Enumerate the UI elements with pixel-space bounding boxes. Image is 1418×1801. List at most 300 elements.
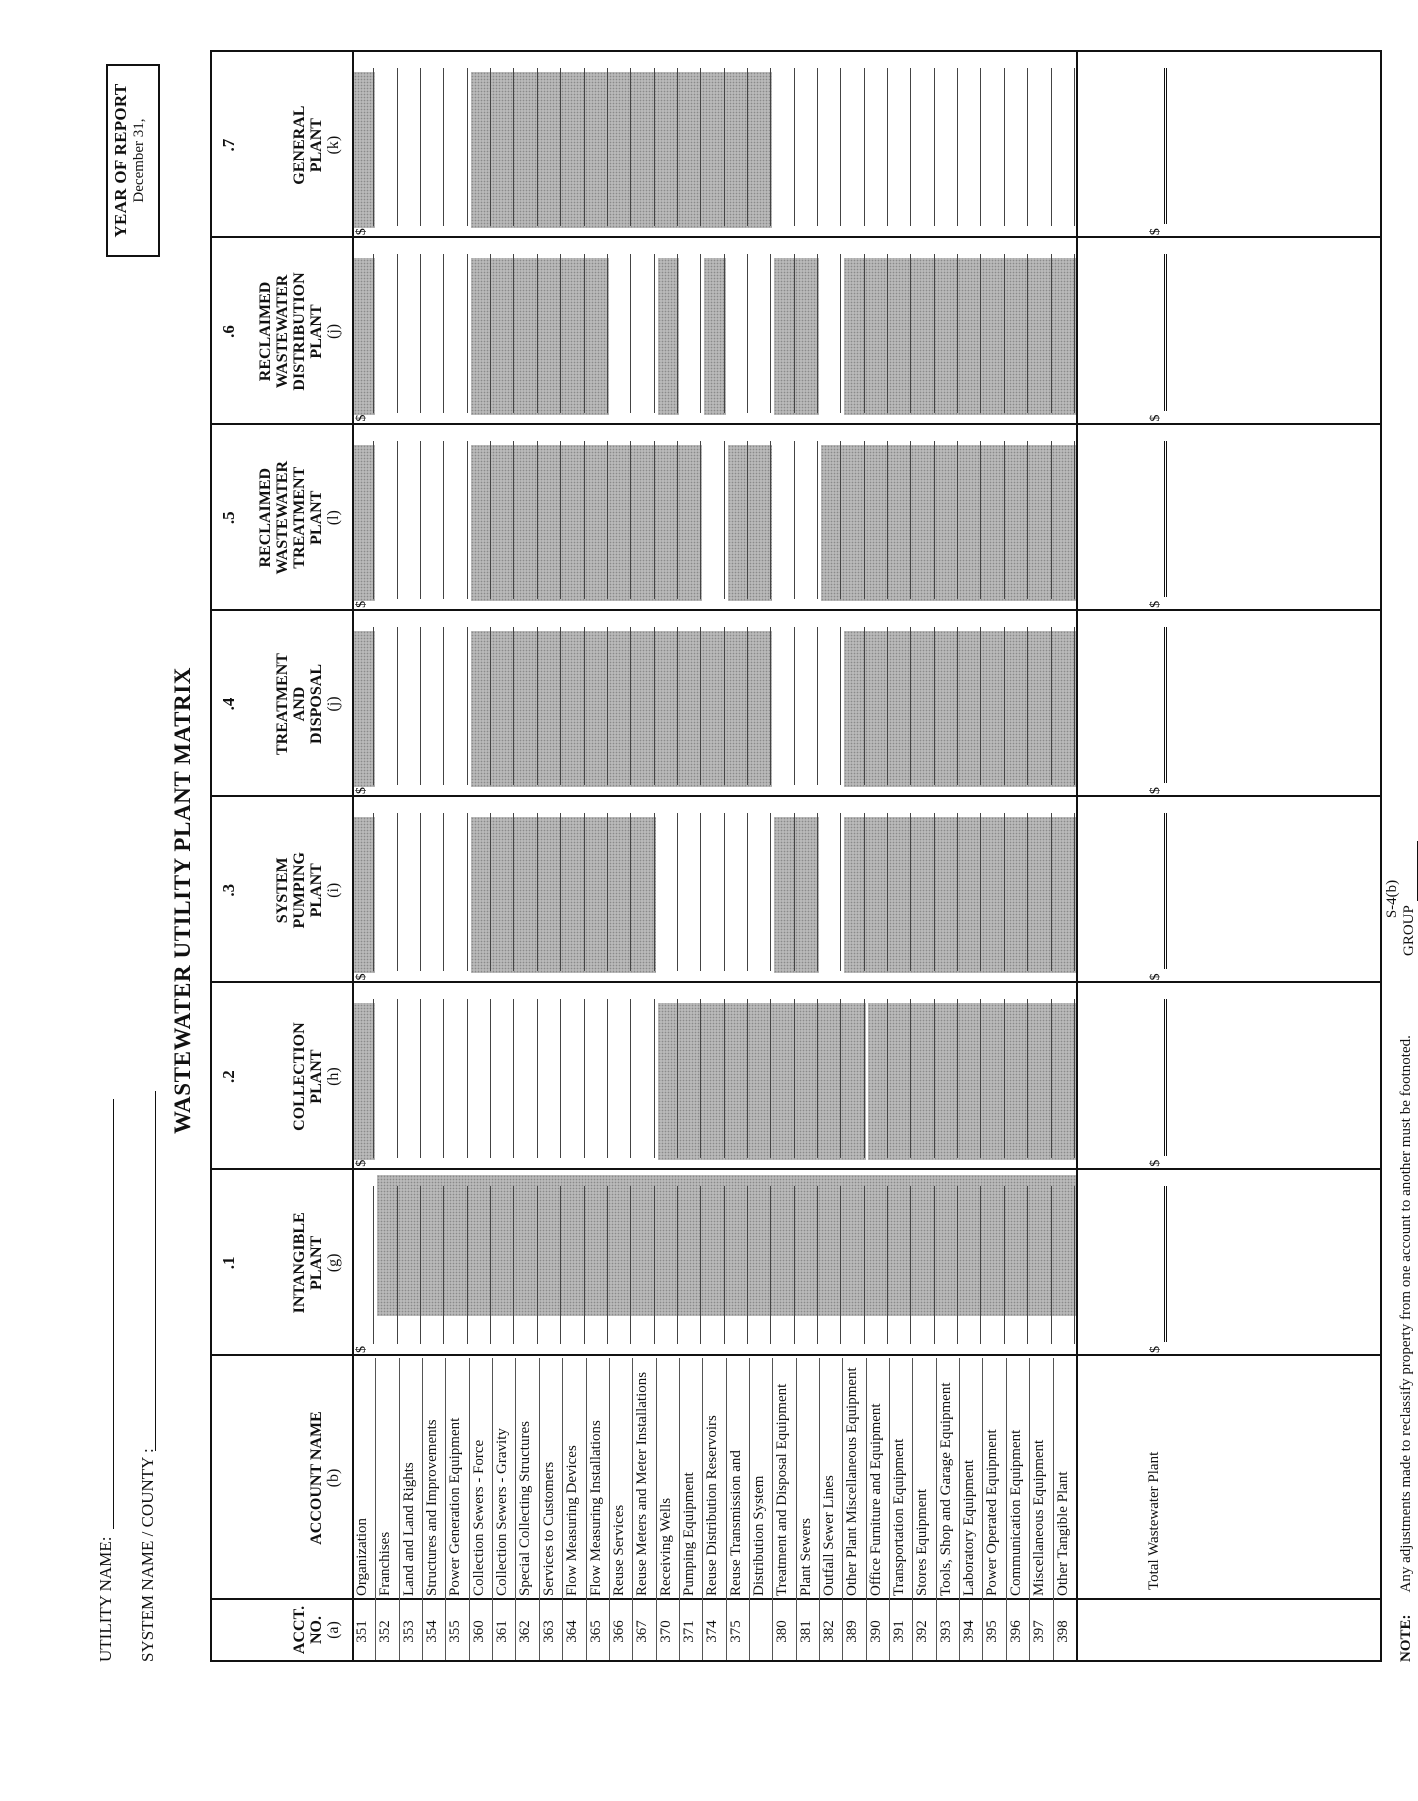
amount-entry-field[interactable] <box>840 627 841 785</box>
row-divider <box>492 1358 493 1660</box>
amount-entry-field[interactable] <box>770 999 771 1157</box>
amount-entry-field[interactable] <box>443 1186 444 1344</box>
amount-entry-field[interactable] <box>1074 813 1075 971</box>
amount-entry-field[interactable] <box>817 813 818 971</box>
row-divider <box>679 1358 680 1660</box>
amount-entry-field[interactable] <box>373 441 374 599</box>
amount-entry-field[interactable] <box>560 999 561 1157</box>
amount-entry-field[interactable] <box>584 627 585 785</box>
acct-number: 391 <box>891 1620 908 1643</box>
amount-entry-field[interactable] <box>654 1186 655 1344</box>
amount-entry-field[interactable] <box>420 627 421 785</box>
amount-entry-field[interactable] <box>794 627 795 785</box>
dollar-sign: $ <box>1147 1346 1163 1353</box>
header-acct-no <box>212 1600 352 1660</box>
total-amount-field[interactable] <box>1164 254 1167 410</box>
amount-entry-field[interactable] <box>490 813 491 971</box>
acct-number: 380 <box>774 1620 791 1643</box>
amount-entry-field[interactable] <box>1027 254 1028 412</box>
amount-entry-field[interactable] <box>443 627 444 785</box>
amount-entry-field[interactable] <box>607 1186 608 1344</box>
amount-entry-field[interactable] <box>840 813 841 971</box>
amount-entry-field[interactable] <box>654 254 655 412</box>
amount-entry-field[interactable] <box>490 441 491 599</box>
amount-entry-field[interactable] <box>724 1186 725 1344</box>
header-account-name <box>212 1356 352 1600</box>
amount-entry-field[interactable] <box>513 441 514 599</box>
account-name: Organization <box>354 1517 370 1596</box>
amount-entry-field[interactable] <box>794 441 795 599</box>
header-plant-title: WASTEWATER <box>274 274 291 389</box>
amount-entry-field[interactable] <box>537 813 538 971</box>
total-amount-field[interactable] <box>1164 1186 1167 1342</box>
amount-entry-field[interactable] <box>584 813 585 971</box>
amount-entry-field[interactable] <box>817 1186 818 1344</box>
amount-entry-field[interactable] <box>817 254 818 412</box>
amount-entry-field[interactable] <box>467 999 468 1157</box>
amount-entry-field[interactable] <box>584 254 585 412</box>
year-of-report-box <box>106 64 160 257</box>
amount-entry-field[interactable] <box>887 68 888 226</box>
amount-entry-field[interactable] <box>840 999 841 1157</box>
account-name: Communication Equipment <box>1007 1429 1024 1596</box>
amount-entry-field[interactable] <box>630 813 631 971</box>
amount-entry-field[interactable] <box>840 254 841 412</box>
amount-entry-field[interactable] <box>770 627 771 785</box>
header-acct-letter: (a) <box>325 1621 342 1639</box>
amount-entry-field[interactable] <box>747 813 748 971</box>
amount-entry-field[interactable] <box>1074 627 1075 785</box>
amount-entry-field[interactable] <box>373 1186 374 1344</box>
amount-entry-field[interactable] <box>513 1186 514 1344</box>
amount-entry-field[interactable] <box>910 254 911 412</box>
amount-entry-field[interactable] <box>957 68 958 226</box>
amount-entry-field[interactable] <box>373 813 374 971</box>
amount-entry-field[interactable] <box>957 441 958 599</box>
amount-entry-field[interactable] <box>397 813 398 971</box>
amount-entry-field[interactable] <box>397 68 398 226</box>
amount-entry-field[interactable] <box>770 1186 771 1344</box>
amount-entry-field[interactable] <box>607 441 608 599</box>
amount-entry-field[interactable] <box>934 441 935 599</box>
amount-entry-field[interactable] <box>1051 627 1052 785</box>
amount-entry-field[interactable] <box>840 68 841 226</box>
acct-number: 374 <box>704 1620 721 1643</box>
amount-entry-field[interactable] <box>1027 999 1028 1157</box>
amount-entry-field[interactable] <box>1027 813 1028 971</box>
amount-entry-field[interactable] <box>747 999 748 1157</box>
amount-entry-field[interactable] <box>747 1186 748 1344</box>
account-name: Other Tangible Plant <box>1054 1471 1071 1596</box>
amount-entry-field[interactable] <box>373 627 374 785</box>
amount-entry-field[interactable] <box>910 813 911 971</box>
amount-entry-field[interactable] <box>654 441 655 599</box>
utility-name-field[interactable] <box>113 1099 114 1529</box>
amount-entry-field[interactable] <box>1074 254 1075 412</box>
total-amount-field[interactable] <box>1164 627 1167 783</box>
amount-entry-field[interactable] <box>747 627 748 785</box>
amount-entry-field[interactable] <box>467 1186 468 1344</box>
amount-entry-field[interactable] <box>864 627 865 785</box>
header-acct-title: ACCT. <box>291 1605 308 1655</box>
amount-entry-field[interactable] <box>887 441 888 599</box>
amount-entry-field[interactable] <box>700 68 701 226</box>
amount-entry-field[interactable] <box>1074 1186 1075 1344</box>
amount-entry-field[interactable] <box>700 1186 701 1344</box>
amount-entry-field[interactable] <box>934 68 935 226</box>
amount-entry-field[interactable] <box>957 627 958 785</box>
amount-entry-field[interactable] <box>677 1186 678 1344</box>
amount-entry-field[interactable] <box>1004 68 1005 226</box>
amount-entry-field[interactable] <box>630 441 631 599</box>
amount-entry-field[interactable] <box>957 813 958 971</box>
amount-entry-field[interactable] <box>957 999 958 1157</box>
year-of-report-date[interactable]: December 31, <box>131 118 147 203</box>
row-divider <box>515 1358 516 1660</box>
account-name: Pumping Equipment <box>680 1472 697 1596</box>
amount-entry-field[interactable] <box>910 68 911 226</box>
amount-entry-field[interactable] <box>677 999 678 1157</box>
amount-entry-field[interactable] <box>560 1186 561 1344</box>
acct-number: 398 <box>1054 1620 1071 1643</box>
amount-entry-field[interactable] <box>677 813 678 971</box>
amount-entry-field[interactable] <box>630 254 631 412</box>
amount-entry-field[interactable] <box>584 441 585 599</box>
amount-entry-field[interactable] <box>467 68 468 226</box>
header-plant-title: PUMPING <box>291 852 308 929</box>
year-of-report-label: YEAR OF REPORT <box>111 83 130 238</box>
amount-entry-field[interactable] <box>677 68 678 226</box>
amount-entry-field[interactable] <box>1004 999 1005 1157</box>
amount-entry-field[interactable] <box>840 1186 841 1344</box>
row-divider <box>1006 1358 1007 1660</box>
amount-entry-field[interactable] <box>677 441 678 599</box>
amount-entry-field[interactable] <box>980 627 981 785</box>
amount-entry-field[interactable] <box>864 1186 865 1344</box>
amount-entry-field[interactable] <box>724 254 725 412</box>
amount-entry-field[interactable] <box>794 254 795 412</box>
dollar-sign: $ <box>354 414 369 422</box>
header-plant-letter: (g) <box>325 1253 342 1273</box>
account-name: Reuse Distribution Reservoirs <box>704 1415 721 1596</box>
amount-entry-field[interactable] <box>467 441 468 599</box>
table-row <box>772 52 795 1660</box>
header-plant-letter: (l) <box>325 510 342 526</box>
amount-entry-field[interactable] <box>1027 68 1028 226</box>
amount-entry-field[interactable] <box>1074 999 1075 1157</box>
amount-entry-field[interactable] <box>654 68 655 226</box>
amount-entry-field[interactable] <box>420 68 421 226</box>
row-divider <box>749 1358 750 1660</box>
amount-entry-field[interactable] <box>513 68 514 226</box>
amount-entry-field[interactable] <box>397 627 398 785</box>
amount-entry-field[interactable] <box>373 68 374 226</box>
amount-entry-field[interactable] <box>980 68 981 226</box>
amount-entry-field[interactable] <box>887 1186 888 1344</box>
amount-entry-field[interactable] <box>490 254 491 412</box>
amount-entry-field[interactable] <box>910 441 911 599</box>
amount-entry-field[interactable] <box>700 813 701 971</box>
amount-entry-field[interactable] <box>770 254 771 412</box>
amount-entry-field[interactable] <box>677 254 678 412</box>
amount-entry-field[interactable] <box>443 254 444 412</box>
amount-entry-field[interactable] <box>840 441 841 599</box>
amount-entry-field[interactable] <box>420 441 421 599</box>
table-row <box>912 52 935 1660</box>
amount-entry-field[interactable] <box>980 441 981 599</box>
amount-entry-field[interactable] <box>747 68 748 226</box>
table-row <box>819 52 842 1660</box>
amount-entry-field[interactable] <box>443 68 444 226</box>
amount-entry-field[interactable] <box>817 999 818 1157</box>
amount-entry-field[interactable] <box>934 999 935 1157</box>
amount-entry-field[interactable] <box>513 813 514 971</box>
system-name-label: SYSTEM NAME / COUNTY : <box>138 1448 157 1662</box>
amount-entry-field[interactable] <box>957 1186 958 1344</box>
amount-entry-field[interactable] <box>560 254 561 412</box>
amount-entry-field[interactable] <box>770 441 771 599</box>
amount-entry-field[interactable] <box>607 999 608 1157</box>
table-row <box>422 52 445 1660</box>
amount-entry-field[interactable] <box>490 627 491 785</box>
table-row <box>632 52 655 1660</box>
amount-entry-field[interactable] <box>607 627 608 785</box>
total-amount-field[interactable] <box>1164 68 1167 224</box>
amount-entry-field[interactable] <box>513 254 514 412</box>
amount-entry-field[interactable] <box>724 68 725 226</box>
header-plant-title: AND <box>291 686 308 722</box>
dollar-sign: $ <box>354 228 369 236</box>
dollar-sign: $ <box>1147 787 1163 795</box>
amount-entry-field[interactable] <box>560 68 561 226</box>
amount-entry-field[interactable] <box>560 813 561 971</box>
amount-entry-field[interactable] <box>677 627 678 785</box>
amount-entry-field[interactable] <box>1027 441 1028 599</box>
amount-entry-field[interactable] <box>724 627 725 785</box>
amount-entry-field[interactable] <box>490 1186 491 1344</box>
amount-entry-field[interactable] <box>724 441 725 599</box>
amount-entry-field[interactable] <box>700 999 701 1157</box>
amount-entry-field[interactable] <box>537 254 538 412</box>
amount-entry-field[interactable] <box>397 441 398 599</box>
amount-entry-field[interactable] <box>607 813 608 971</box>
account-name: Reuse Services <box>610 1504 627 1596</box>
amount-entry-field[interactable] <box>373 999 374 1157</box>
dollar-sign: $ <box>354 600 369 608</box>
amount-entry-field[interactable] <box>934 254 935 412</box>
amount-entry-field[interactable] <box>1004 813 1005 971</box>
amount-entry-field[interactable] <box>934 813 935 971</box>
amount-entry-field[interactable] <box>654 813 655 971</box>
amount-entry-field[interactable] <box>724 813 725 971</box>
account-name: Laboratory Equipment <box>961 1459 978 1596</box>
amount-entry-field[interactable] <box>513 627 514 785</box>
header-plant-column <box>212 797 352 983</box>
amount-entry-field[interactable] <box>817 68 818 226</box>
amount-entry-field[interactable] <box>1004 254 1005 412</box>
header-plant-title: DISTRIBUTION <box>291 272 308 391</box>
amount-entry-field[interactable] <box>584 1186 585 1344</box>
header-acct-title2: NO. <box>308 1616 325 1644</box>
amount-entry-field[interactable] <box>490 68 491 226</box>
acct-number: 389 <box>844 1620 861 1643</box>
amount-entry-field[interactable] <box>420 999 421 1157</box>
header-plant-letter: (k) <box>325 135 342 155</box>
system-name-field[interactable] <box>155 1091 156 1451</box>
acct-number: 353 <box>400 1620 417 1643</box>
amount-entry-field[interactable] <box>537 1186 538 1344</box>
amount-entry-field[interactable] <box>467 627 468 785</box>
amount-entry-field[interactable] <box>630 627 631 785</box>
account-name: Franchises <box>377 1531 394 1596</box>
header-plant-title: SYSTEM <box>274 857 291 924</box>
table-row <box>445 52 468 1660</box>
amount-entry-field[interactable] <box>654 999 655 1157</box>
total-amount-field[interactable] <box>1164 813 1167 969</box>
amount-entry-field[interactable] <box>934 1186 935 1344</box>
account-name: Special Collecting Structures <box>517 1421 534 1596</box>
amount-entry-field[interactable] <box>584 68 585 226</box>
amount-entry-field[interactable] <box>817 627 818 785</box>
amount-entry-field[interactable] <box>1027 1186 1028 1344</box>
amount-entry-field[interactable] <box>724 999 725 1157</box>
page-title: WASTEWATER UTILITY PLANT MATRIX <box>170 667 195 1134</box>
amount-entry-field[interactable] <box>864 441 865 599</box>
account-name: Flow Measuring Devices <box>564 1445 581 1596</box>
amount-entry-field[interactable] <box>864 813 865 971</box>
amount-entry-field[interactable] <box>537 441 538 599</box>
amount-entry-field[interactable] <box>584 999 585 1157</box>
amount-entry-field[interactable] <box>1051 254 1052 412</box>
acct-number: 366 <box>610 1620 627 1643</box>
table-row <box>515 52 538 1660</box>
acct-number: 361 <box>494 1620 511 1643</box>
amount-entry-field[interactable] <box>1004 1186 1005 1344</box>
amount-entry-field[interactable] <box>560 627 561 785</box>
amount-entry-field[interactable] <box>887 813 888 971</box>
amount-entry-field[interactable] <box>443 999 444 1157</box>
amount-entry-field[interactable] <box>980 254 981 412</box>
header-plant-title: DISPOSAL <box>308 664 325 745</box>
amount-entry-field[interactable] <box>887 999 888 1157</box>
table-row <box>936 52 959 1660</box>
amount-entry-field[interactable] <box>443 813 444 971</box>
amount-entry-field[interactable] <box>864 254 865 412</box>
amount-entry-field[interactable] <box>887 627 888 785</box>
amount-entry-field[interactable] <box>420 1186 421 1344</box>
amount-entry-field[interactable] <box>887 254 888 412</box>
amount-entry-field[interactable] <box>560 441 561 599</box>
amount-entry-field[interactable] <box>910 1186 911 1344</box>
dollar-sign: $ <box>1147 600 1163 608</box>
row-divider <box>1053 1358 1054 1660</box>
amount-entry-field[interactable] <box>467 813 468 971</box>
amount-entry-field[interactable] <box>1074 68 1075 226</box>
amount-entry-field[interactable] <box>537 627 538 785</box>
amount-entry-field[interactable] <box>630 1186 631 1344</box>
amount-entry-field[interactable] <box>467 254 468 412</box>
amount-entry-field[interactable] <box>1074 441 1075 599</box>
amount-entry-field[interactable] <box>397 999 398 1157</box>
amount-entry-field[interactable] <box>1051 68 1052 226</box>
amount-entry-field[interactable] <box>700 627 701 785</box>
amount-entry-field[interactable] <box>1051 813 1052 971</box>
amount-entry-field[interactable] <box>980 1186 981 1344</box>
amount-entry-field[interactable] <box>1051 1186 1052 1344</box>
acct-number: 364 <box>564 1620 581 1643</box>
dollar-sign: $ <box>354 1159 369 1167</box>
amount-entry-field[interactable] <box>630 999 631 1157</box>
amount-entry-field[interactable] <box>747 254 748 412</box>
acct-number: 367 <box>634 1620 651 1643</box>
amount-entry-field[interactable] <box>794 1186 795 1344</box>
amount-entry-field[interactable] <box>794 68 795 226</box>
amount-entry-field[interactable] <box>1051 441 1052 599</box>
amount-entry-field[interactable] <box>654 627 655 785</box>
amount-entry-field[interactable] <box>980 813 981 971</box>
acct-number: 351 <box>354 1620 370 1643</box>
amount-entry-field[interactable] <box>864 68 865 226</box>
amount-entry-field[interactable] <box>397 254 398 412</box>
total-amount-field[interactable] <box>1164 999 1167 1155</box>
amount-entry-field[interactable] <box>490 999 491 1157</box>
acct-number: 381 <box>797 1620 814 1643</box>
amount-entry-field[interactable] <box>420 813 421 971</box>
amount-entry-field[interactable] <box>1027 627 1028 785</box>
amount-entry-field[interactable] <box>770 68 771 226</box>
amount-entry-field[interactable] <box>1051 999 1052 1157</box>
amount-entry-field[interactable] <box>443 441 444 599</box>
amount-entry-field[interactable] <box>537 999 538 1157</box>
amount-entry-field[interactable] <box>607 68 608 226</box>
amount-entry-field[interactable] <box>770 813 771 971</box>
amount-entry-field[interactable] <box>817 441 818 599</box>
header-plant-title: PLANT <box>308 490 325 545</box>
row-divider <box>375 1358 376 1660</box>
account-name: Structures and Improvements <box>424 1419 441 1596</box>
amount-entry-field[interactable] <box>910 627 911 785</box>
amount-entry-field[interactable] <box>980 999 981 1157</box>
row-divider <box>656 1358 657 1660</box>
amount-entry-field[interactable] <box>747 441 748 599</box>
amount-entry-field[interactable] <box>630 68 631 226</box>
account-name: Treatment and Disposal Equipment <box>774 1383 791 1596</box>
amount-entry-field[interactable] <box>397 1186 398 1344</box>
amount-entry-field[interactable] <box>700 254 701 412</box>
amount-entry-field[interactable] <box>373 254 374 412</box>
acct-number: 370 <box>657 1620 674 1643</box>
table-row <box>679 52 702 1660</box>
amount-entry-field[interactable] <box>1004 441 1005 599</box>
amount-entry-field[interactable] <box>910 999 911 1157</box>
amount-entry-field[interactable] <box>513 999 514 1157</box>
row-divider <box>702 1358 703 1660</box>
amount-entry-field[interactable] <box>864 999 865 1157</box>
amount-entry-field[interactable] <box>794 813 795 971</box>
amount-entry-field[interactable] <box>420 254 421 412</box>
header-plant-title: PLANT <box>308 304 325 359</box>
amount-entry-field[interactable] <box>957 254 958 412</box>
acct-number: 375 <box>727 1620 744 1643</box>
total-amount-field[interactable] <box>1164 441 1167 597</box>
table-row <box>539 52 562 1660</box>
amount-entry-field[interactable] <box>537 68 538 226</box>
amount-entry-field[interactable] <box>934 627 935 785</box>
amount-entry-field[interactable] <box>700 441 701 599</box>
amount-entry-field[interactable] <box>1004 627 1005 785</box>
amount-entry-field[interactable] <box>794 999 795 1157</box>
amount-entry-field[interactable] <box>607 254 608 412</box>
